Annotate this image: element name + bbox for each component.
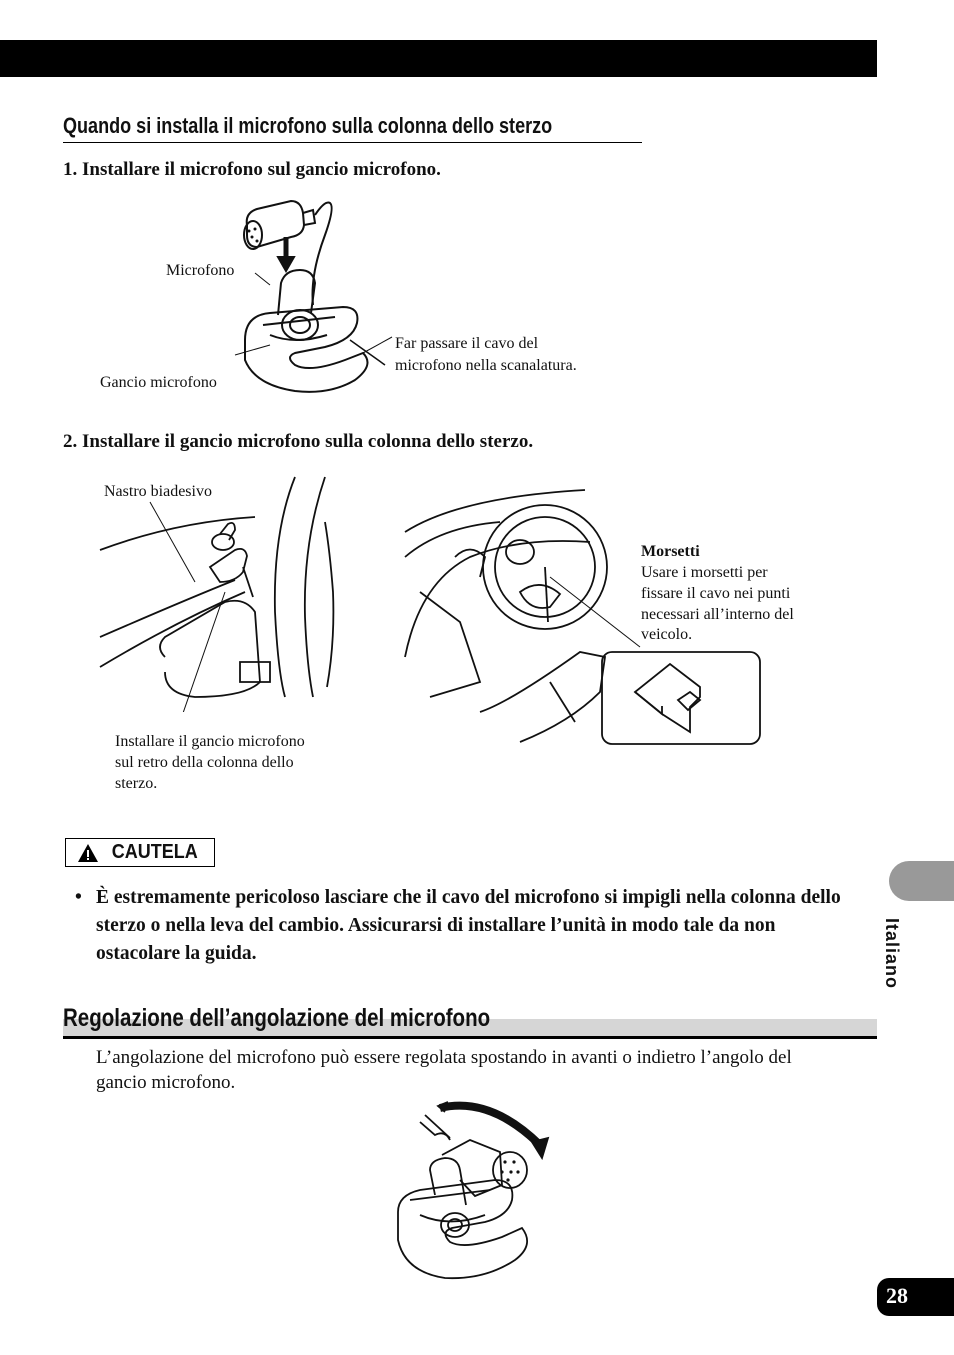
caution-badge bbox=[65, 838, 215, 867]
figure-steering-column bbox=[95, 472, 345, 712]
caution-label: CAUTELA bbox=[111, 841, 198, 863]
clamps-title: Morsetti bbox=[641, 543, 700, 560]
language-tab-marker bbox=[889, 861, 954, 901]
label-mic-hook: Gancio microfono bbox=[100, 374, 217, 391]
section-title: Quando si installa il microfono sulla colonna dello sterzo bbox=[63, 113, 553, 138]
caution-text: È estremamente pericoloso lasciare che il cavo del microfono si impigli nella colonna dello sterzo o nella leva del cambio. Assicurarsi di installare l’unità in modo tale da non ostacolare la guida. bbox=[96, 887, 841, 964]
clamps-line3: necessari all’interno del bbox=[641, 606, 794, 623]
clamps-line2: fissare il cavo nei punti bbox=[641, 585, 791, 602]
page-number: 28 bbox=[886, 1283, 908, 1308]
section-title-adjust: Regolazione dell’angolazione del microfono bbox=[63, 1004, 491, 1032]
label-microphone: Microfono bbox=[166, 262, 235, 279]
label-install-line2: sul retro della colonna dello bbox=[115, 754, 294, 771]
section-title-underline bbox=[63, 142, 642, 143]
bullet: • bbox=[75, 887, 82, 908]
clamps-line4: veicolo. bbox=[641, 626, 693, 643]
label-install-line3: sterzo. bbox=[115, 775, 158, 792]
warning-triangle-icon bbox=[77, 843, 99, 863]
label-groove-line2: microfono nella scanalatura. bbox=[395, 357, 577, 374]
label-groove-line1: Far passare il cavo del bbox=[395, 335, 539, 352]
header-bar bbox=[0, 40, 877, 77]
figure-mic-angle bbox=[390, 1100, 555, 1300]
step-1: 1. Installare il microfono sul gancio microfono. bbox=[63, 159, 441, 180]
adjust-paragraph: L’angolazione del microfono può essere regolata spostando in avanti o indietro l’angolo del gancio microfono. bbox=[96, 1047, 792, 1093]
clamps-line1: Usare i morsetti per bbox=[641, 564, 768, 581]
step-2: 2. Installare il gancio microfono sulla colonna dello sterzo. bbox=[63, 431, 534, 452]
section-title-rule bbox=[63, 1036, 877, 1039]
label-double-sided-tape: Nastro biadesivo bbox=[104, 483, 212, 500]
label-install-line1: Installare il gancio microfono bbox=[115, 733, 305, 750]
